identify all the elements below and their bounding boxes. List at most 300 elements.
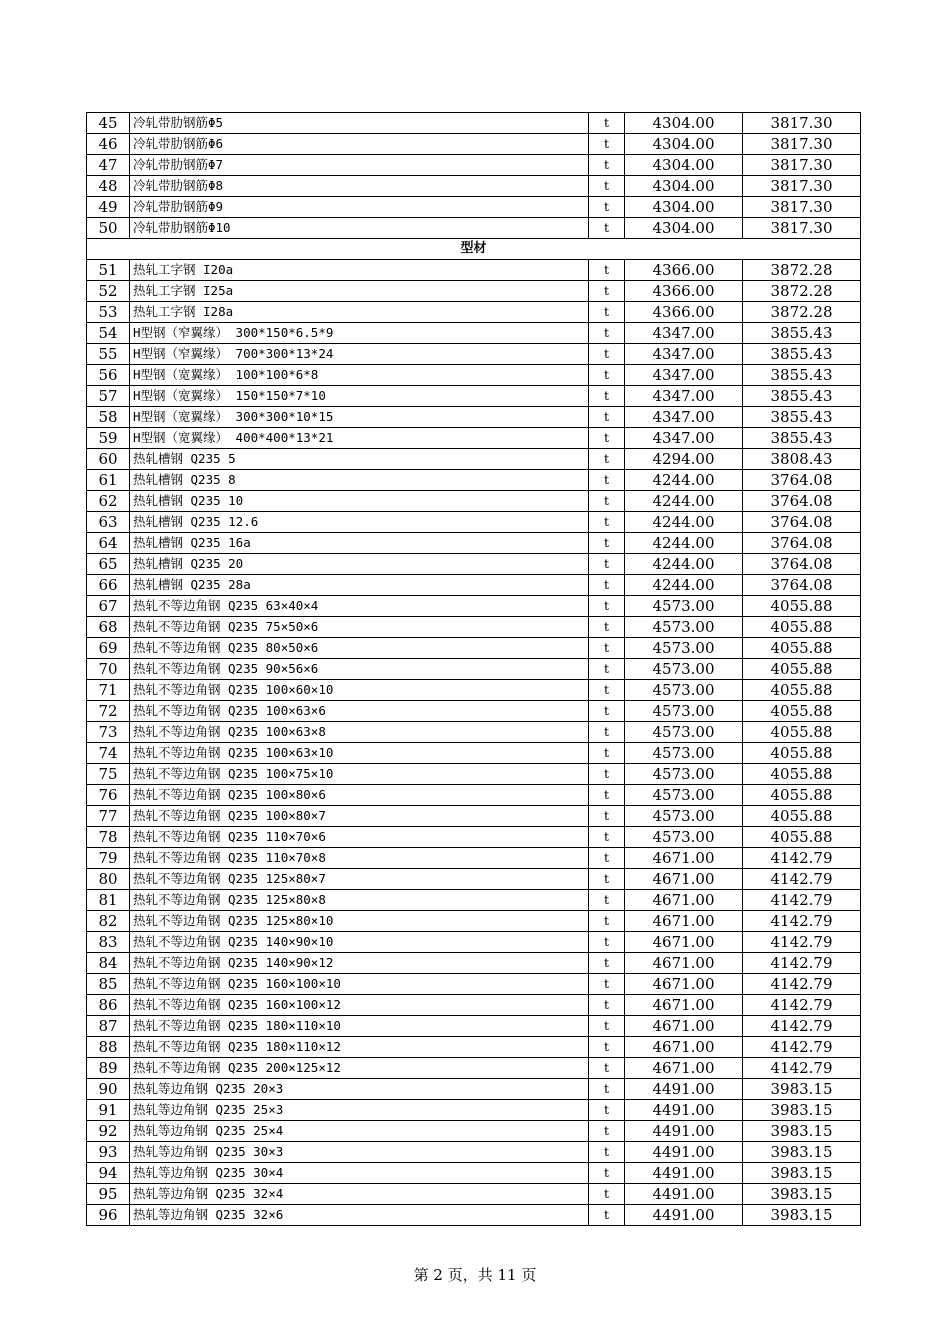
unit-cell: t: [589, 1037, 625, 1058]
row-number: 66: [87, 575, 130, 596]
table-row: [87, 911, 861, 932]
table-row: [87, 701, 861, 722]
material-name: 冷轧带肋钢筋Φ6: [130, 134, 589, 155]
material-name: 冷轧带肋钢筋Φ5: [130, 113, 589, 134]
price-cell-1: 4491.00: [625, 1163, 743, 1184]
price-cell-1: 4347.00: [625, 344, 743, 365]
row-number: 91: [87, 1100, 130, 1121]
table-row: [87, 323, 861, 344]
price-cell-1: 4491.00: [625, 1079, 743, 1100]
row-number: 89: [87, 1058, 130, 1079]
section-row-group: [87, 239, 861, 260]
unit-cell: t: [589, 1121, 625, 1142]
price-cell-2: 3817.30: [743, 134, 861, 155]
price-cell-2: 3855.43: [743, 344, 861, 365]
unit-cell: t: [589, 596, 625, 617]
material-name: 热轧工字钢 I28a: [130, 302, 589, 323]
price-cell-1: 4491.00: [625, 1121, 743, 1142]
price-cell-1: 4573.00: [625, 638, 743, 659]
row-number: 46: [87, 134, 130, 155]
price-cell-2: 3872.28: [743, 302, 861, 323]
unit-cell: t: [589, 638, 625, 659]
row-number: 56: [87, 365, 130, 386]
row-number: 70: [87, 659, 130, 680]
price-cell-1: 4671.00: [625, 995, 743, 1016]
table-body-top: [87, 113, 861, 239]
price-cell-1: 4304.00: [625, 197, 743, 218]
material-name: 热轧槽钢 Q235 5: [130, 449, 589, 470]
table-row: [87, 1016, 861, 1037]
price-cell-2: 4055.88: [743, 680, 861, 701]
table-row: [87, 302, 861, 323]
table-row: [87, 386, 861, 407]
table-row: [87, 890, 861, 911]
material-name: 热轧等边角钢 Q235 32×6: [130, 1205, 589, 1226]
material-name: 热轧槽钢 Q235 12.6: [130, 512, 589, 533]
price-cell-1: 4347.00: [625, 386, 743, 407]
row-number: 48: [87, 176, 130, 197]
price-cell-1: 4573.00: [625, 764, 743, 785]
row-number: 75: [87, 764, 130, 785]
price-cell-1: 4244.00: [625, 491, 743, 512]
table-row: [87, 1205, 861, 1226]
table-row: [87, 1163, 861, 1184]
price-cell-2: 3855.43: [743, 428, 861, 449]
price-cell-2: 3983.15: [743, 1079, 861, 1100]
unit-cell: t: [589, 176, 625, 197]
section-row: [87, 239, 861, 260]
price-cell-1: 4671.00: [625, 1058, 743, 1079]
row-number: 59: [87, 428, 130, 449]
price-cell-2: 3817.30: [743, 218, 861, 239]
price-cell-2: 3817.30: [743, 155, 861, 176]
row-number: 92: [87, 1121, 130, 1142]
unit-cell: t: [589, 848, 625, 869]
row-number: 65: [87, 554, 130, 575]
price-cell-2: 4142.79: [743, 848, 861, 869]
price-cell-1: 4671.00: [625, 974, 743, 995]
price-cell-2: 3817.30: [743, 176, 861, 197]
material-name: 热轧不等边角钢 Q235 160×100×10: [130, 974, 589, 995]
table-row: [87, 869, 861, 890]
material-name: 热轧等边角钢 Q235 30×3: [130, 1142, 589, 1163]
table-row: [87, 722, 861, 743]
row-number: 85: [87, 974, 130, 995]
material-name: 热轧工字钢 I25a: [130, 281, 589, 302]
price-cell-1: 4573.00: [625, 701, 743, 722]
row-number: 93: [87, 1142, 130, 1163]
material-name: 热轧不等边角钢 Q235 140×90×10: [130, 932, 589, 953]
row-number: 58: [87, 407, 130, 428]
table-row: [87, 974, 861, 995]
price-cell-2: 4142.79: [743, 953, 861, 974]
price-cell-2: 4055.88: [743, 806, 861, 827]
unit-cell: t: [589, 806, 625, 827]
row-number: 74: [87, 743, 130, 764]
price-cell-2: 3872.28: [743, 281, 861, 302]
row-number: 84: [87, 953, 130, 974]
price-cell-1: 4671.00: [625, 869, 743, 890]
table-row: [87, 1079, 861, 1100]
material-name: H型钢（宽翼缘） 300*300*10*15: [130, 407, 589, 428]
unit-cell: t: [589, 533, 625, 554]
unit-cell: t: [589, 1163, 625, 1184]
price-cell-2: 3808.43: [743, 449, 861, 470]
material-name: 热轧不等边角钢 Q235 125×80×10: [130, 911, 589, 932]
price-cell-2: 4142.79: [743, 869, 861, 890]
price-cell-2: 3855.43: [743, 386, 861, 407]
unit-cell: t: [589, 722, 625, 743]
row-number: 72: [87, 701, 130, 722]
unit-cell: t: [589, 386, 625, 407]
table-row: [87, 281, 861, 302]
material-name: 热轧不等边角钢 Q235 180×110×10: [130, 1016, 589, 1037]
unit-cell: t: [589, 512, 625, 533]
material-name: 热轧不等边角钢 Q235 100×75×10: [130, 764, 589, 785]
table-body-bottom: [87, 260, 861, 1226]
unit-cell: t: [589, 1142, 625, 1163]
price-cell-2: 3872.28: [743, 260, 861, 281]
material-name: 冷轧带肋钢筋Φ7: [130, 155, 589, 176]
price-cell-2: 4142.79: [743, 890, 861, 911]
price-cell-2: 3764.08: [743, 512, 861, 533]
table-row: [87, 260, 861, 281]
unit-cell: t: [589, 365, 625, 386]
material-name: 冷轧带肋钢筋Φ8: [130, 176, 589, 197]
table-row: [87, 344, 861, 365]
unit-cell: t: [589, 995, 625, 1016]
unit-cell: t: [589, 155, 625, 176]
price-cell-1: 4244.00: [625, 533, 743, 554]
price-cell-1: 4244.00: [625, 512, 743, 533]
price-cell-2: 4142.79: [743, 1037, 861, 1058]
material-name: H型钢（窄翼缘） 700*300*13*24: [130, 344, 589, 365]
unit-cell: t: [589, 890, 625, 911]
price-cell-2: 4142.79: [743, 911, 861, 932]
table-row: [87, 659, 861, 680]
price-cell-1: 4573.00: [625, 659, 743, 680]
row-number: 82: [87, 911, 130, 932]
row-number: 90: [87, 1079, 130, 1100]
price-cell-2: 4055.88: [743, 638, 861, 659]
price-cell-2: 3764.08: [743, 575, 861, 596]
table-row: [87, 197, 861, 218]
table-row: [87, 365, 861, 386]
price-cell-2: 3855.43: [743, 365, 861, 386]
unit-cell: t: [589, 659, 625, 680]
row-number: 83: [87, 932, 130, 953]
material-name: 热轧不等边角钢 Q235 100×63×8: [130, 722, 589, 743]
price-cell-2: 4055.88: [743, 722, 861, 743]
price-cell-1: 4671.00: [625, 932, 743, 953]
material-name: 热轧槽钢 Q235 10: [130, 491, 589, 512]
price-cell-1: 4671.00: [625, 911, 743, 932]
unit-cell: t: [589, 1079, 625, 1100]
material-name: 热轧槽钢 Q235 20: [130, 554, 589, 575]
price-cell-2: 4055.88: [743, 764, 861, 785]
row-number: 95: [87, 1184, 130, 1205]
unit-cell: t: [589, 911, 625, 932]
table-row: [87, 1100, 861, 1121]
table-row: [87, 1058, 861, 1079]
row-number: 51: [87, 260, 130, 281]
row-number: 61: [87, 470, 130, 491]
row-number: 67: [87, 596, 130, 617]
unit-cell: t: [589, 491, 625, 512]
price-cell-1: 4347.00: [625, 323, 743, 344]
material-name: 热轧槽钢 Q235 8: [130, 470, 589, 491]
row-number: 88: [87, 1037, 130, 1058]
material-name: 热轧不等边角钢 Q235 125×80×8: [130, 890, 589, 911]
table-row: [87, 575, 861, 596]
row-number: 80: [87, 869, 130, 890]
unit-cell: t: [589, 134, 625, 155]
price-cell-1: 4573.00: [625, 617, 743, 638]
unit-cell: t: [589, 932, 625, 953]
material-name: H型钢（窄翼缘） 300*150*6.5*9: [130, 323, 589, 344]
material-name: 热轧槽钢 Q235 28a: [130, 575, 589, 596]
price-cell-2: 3983.15: [743, 1184, 861, 1205]
table-row: [87, 428, 861, 449]
row-number: 96: [87, 1205, 130, 1226]
material-name: 冷轧带肋钢筋Φ10: [130, 218, 589, 239]
price-cell-2: 4055.88: [743, 827, 861, 848]
unit-cell: t: [589, 1058, 625, 1079]
price-cell-1: 4366.00: [625, 281, 743, 302]
table-row: [87, 533, 861, 554]
material-name: 热轧工字钢 I20a: [130, 260, 589, 281]
row-number: 62: [87, 491, 130, 512]
unit-cell: t: [589, 281, 625, 302]
price-cell-1: 4304.00: [625, 176, 743, 197]
price-cell-2: 4142.79: [743, 932, 861, 953]
table-row: [87, 407, 861, 428]
unit-cell: t: [589, 449, 625, 470]
price-cell-1: 4573.00: [625, 785, 743, 806]
unit-cell: t: [589, 827, 625, 848]
row-number: 79: [87, 848, 130, 869]
row-number: 78: [87, 827, 130, 848]
price-cell-2: 3855.43: [743, 407, 861, 428]
unit-cell: t: [589, 554, 625, 575]
price-cell-1: 4671.00: [625, 953, 743, 974]
table-row: [87, 470, 861, 491]
page-footer: 第 2 页，共 11 页: [413, 1266, 537, 1284]
row-number: 71: [87, 680, 130, 701]
unit-cell: t: [589, 428, 625, 449]
price-cell-2: 3855.43: [743, 323, 861, 344]
material-name: 热轧不等边角钢 Q235 100×63×6: [130, 701, 589, 722]
price-cell-2: 4055.88: [743, 785, 861, 806]
material-name: 冷轧带肋钢筋Φ9: [130, 197, 589, 218]
price-cell-1: 4573.00: [625, 827, 743, 848]
table-row: [87, 1037, 861, 1058]
unit-cell: t: [589, 617, 625, 638]
table-row: [87, 617, 861, 638]
table-row: [87, 491, 861, 512]
price-cell-2: 4055.88: [743, 659, 861, 680]
price-cell-2: 4142.79: [743, 974, 861, 995]
row-number: 53: [87, 302, 130, 323]
row-number: 52: [87, 281, 130, 302]
table-row: [87, 785, 861, 806]
material-name: 热轧等边角钢 Q235 25×4: [130, 1121, 589, 1142]
table-row: [87, 155, 861, 176]
price-cell-2: 3817.30: [743, 113, 861, 134]
table-row: [87, 1184, 861, 1205]
price-cell-1: 4366.00: [625, 302, 743, 323]
unit-cell: t: [589, 1184, 625, 1205]
section-header: 型材: [87, 239, 861, 260]
material-name: H型钢（宽翼缘） 100*100*6*8: [130, 365, 589, 386]
price-cell-1: 4304.00: [625, 113, 743, 134]
row-number: 77: [87, 806, 130, 827]
price-cell-1: 4304.00: [625, 218, 743, 239]
price-cell-1: 4573.00: [625, 680, 743, 701]
row-number: 81: [87, 890, 130, 911]
material-name: 热轧不等边角钢 Q235 110×70×8: [130, 848, 589, 869]
row-number: 54: [87, 323, 130, 344]
unit-cell: t: [589, 785, 625, 806]
material-name: 热轧等边角钢 Q235 20×3: [130, 1079, 589, 1100]
price-cell-2: 4055.88: [743, 596, 861, 617]
unit-cell: t: [589, 974, 625, 995]
price-cell-1: 4671.00: [625, 1016, 743, 1037]
price-cell-1: 4304.00: [625, 134, 743, 155]
unit-cell: t: [589, 701, 625, 722]
unit-cell: t: [589, 197, 625, 218]
unit-cell: t: [589, 953, 625, 974]
material-name: 热轧不等边角钢 Q235 125×80×7: [130, 869, 589, 890]
row-number: 63: [87, 512, 130, 533]
table-row: [87, 827, 861, 848]
row-number: 86: [87, 995, 130, 1016]
row-number: 68: [87, 617, 130, 638]
table-row: [87, 512, 861, 533]
table-row: [87, 218, 861, 239]
price-cell-2: 4055.88: [743, 701, 861, 722]
material-name: 热轧不等边角钢 Q235 200×125×12: [130, 1058, 589, 1079]
row-number: 73: [87, 722, 130, 743]
table-row: [87, 932, 861, 953]
row-number: 60: [87, 449, 130, 470]
table-row: [87, 1142, 861, 1163]
price-cell-1: 4294.00: [625, 449, 743, 470]
table-row: [87, 638, 861, 659]
material-name: 热轧不等边角钢 Q235 90×56×6: [130, 659, 589, 680]
price-cell-1: 4491.00: [625, 1100, 743, 1121]
price-cell-2: 4055.88: [743, 743, 861, 764]
material-name: H型钢（宽翼缘） 400*400*13*21: [130, 428, 589, 449]
price-cell-1: 4573.00: [625, 596, 743, 617]
unit-cell: t: [589, 470, 625, 491]
price-cell-1: 4366.00: [625, 260, 743, 281]
unit-cell: t: [589, 113, 625, 134]
unit-cell: t: [589, 302, 625, 323]
material-name: 热轧槽钢 Q235 16a: [130, 533, 589, 554]
row-number: 64: [87, 533, 130, 554]
unit-cell: t: [589, 1100, 625, 1121]
price-cell-2: 4142.79: [743, 1016, 861, 1037]
price-cell-2: 3764.08: [743, 554, 861, 575]
material-name: 热轧不等边角钢 Q235 75×50×6: [130, 617, 589, 638]
row-number: 49: [87, 197, 130, 218]
material-name: 热轧不等边角钢 Q235 100×63×10: [130, 743, 589, 764]
row-number: 94: [87, 1163, 130, 1184]
material-name: H型钢（宽翼缘） 150*150*7*10: [130, 386, 589, 407]
unit-cell: t: [589, 323, 625, 344]
material-name: 热轧不等边角钢 Q235 63×40×4: [130, 596, 589, 617]
material-name: 热轧等边角钢 Q235 30×4: [130, 1163, 589, 1184]
unit-cell: t: [589, 743, 625, 764]
price-cell-2: 3983.15: [743, 1121, 861, 1142]
table-row: [87, 1121, 861, 1142]
unit-cell: t: [589, 764, 625, 785]
price-cell-1: 4347.00: [625, 428, 743, 449]
material-name: 热轧不等边角钢 Q235 100×80×7: [130, 806, 589, 827]
table-row: [87, 764, 861, 785]
price-cell-2: 3983.15: [743, 1163, 861, 1184]
price-cell-2: 3764.08: [743, 491, 861, 512]
price-cell-2: 3817.30: [743, 197, 861, 218]
row-number: 50: [87, 218, 130, 239]
unit-cell: t: [589, 1016, 625, 1037]
row-number: 47: [87, 155, 130, 176]
material-name: 热轧不等边角钢 Q235 160×100×12: [130, 995, 589, 1016]
table-row: [87, 449, 861, 470]
price-cell-2: 3764.08: [743, 533, 861, 554]
price-cell-2: 4055.88: [743, 617, 861, 638]
material-name: 热轧不等边角钢 Q235 100×60×10: [130, 680, 589, 701]
unit-cell: t: [589, 680, 625, 701]
price-cell-2: 4142.79: [743, 1058, 861, 1079]
unit-cell: t: [589, 869, 625, 890]
unit-cell: t: [589, 260, 625, 281]
price-cell-1: 4573.00: [625, 722, 743, 743]
table-row: [87, 848, 861, 869]
row-number: 55: [87, 344, 130, 365]
material-name: 热轧等边角钢 Q235 32×4: [130, 1184, 589, 1205]
price-cell-1: 4244.00: [625, 470, 743, 491]
table-row: [87, 596, 861, 617]
price-cell-2: 3983.15: [743, 1100, 861, 1121]
unit-cell: t: [589, 407, 625, 428]
table-row: [87, 113, 861, 134]
price-cell-1: 4304.00: [625, 155, 743, 176]
table-row: [87, 680, 861, 701]
price-cell-1: 4491.00: [625, 1142, 743, 1163]
price-cell-2: 4142.79: [743, 995, 861, 1016]
price-cell-1: 4347.00: [625, 365, 743, 386]
material-name: 热轧不等边角钢 Q235 110×70×6: [130, 827, 589, 848]
unit-cell: t: [589, 575, 625, 596]
row-number: 57: [87, 386, 130, 407]
row-number: 87: [87, 1016, 130, 1037]
price-cell-1: 4671.00: [625, 890, 743, 911]
price-cell-1: 4573.00: [625, 743, 743, 764]
unit-cell: t: [589, 1205, 625, 1226]
table-row: [87, 554, 861, 575]
price-cell-1: 4671.00: [625, 848, 743, 869]
material-name: 热轧不等边角钢 Q235 80×50×6: [130, 638, 589, 659]
material-name: 热轧不等边角钢 Q235 140×90×12: [130, 953, 589, 974]
table-row: [87, 806, 861, 827]
table-row: [87, 953, 861, 974]
price-cell-1: 4347.00: [625, 407, 743, 428]
unit-cell: t: [589, 344, 625, 365]
price-cell-2: 3983.15: [743, 1205, 861, 1226]
price-cell-1: 4671.00: [625, 1037, 743, 1058]
